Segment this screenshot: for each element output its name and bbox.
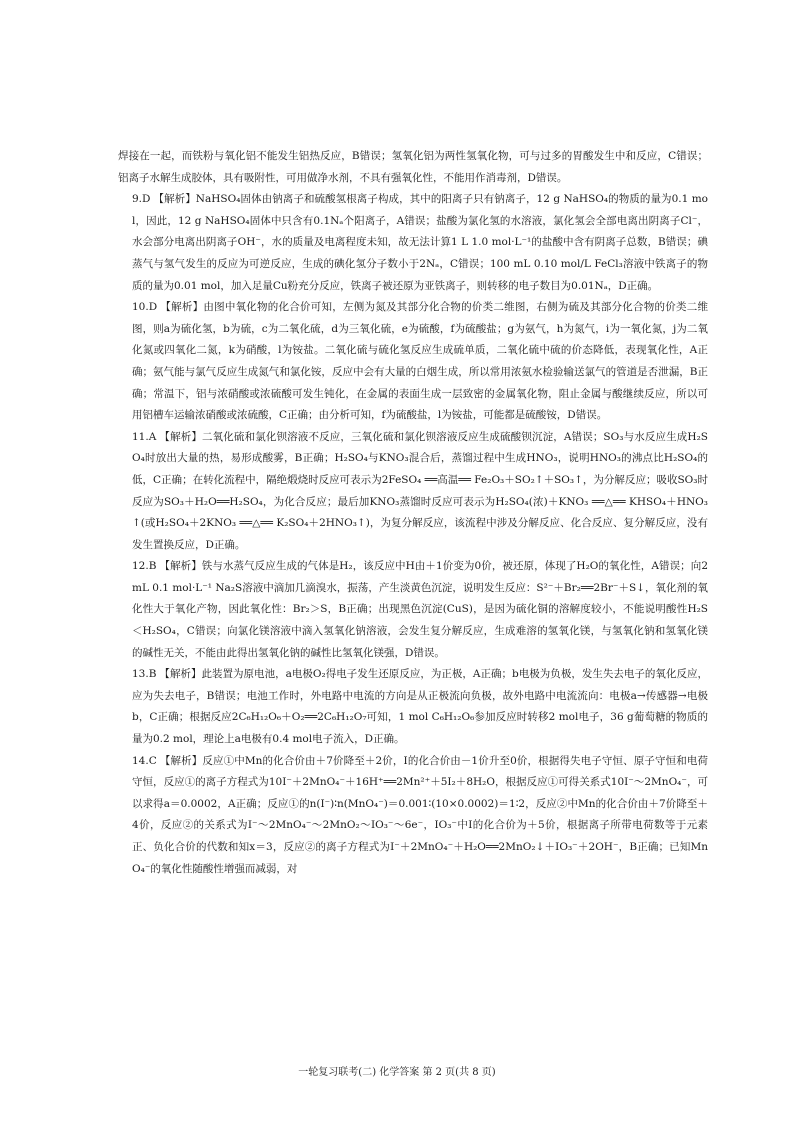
intro-paragraph: 焊接在一起，而铁粉与氧化铝不能发生铝热反应，B错误；氢氧化铝为两性氢氧化物，可与过多的胃酸发生中和反应，C错误；铝离子水解生成胶体，具有吸附性，可用做净水剂，不具有强氧化性，不能用作消毒剂，D错误。 [118, 150, 708, 184]
answer-text: 【解析】NaHSO₄固体由钠离子和硫酸氢根离子构成，其中的阳离子只有钠离子，12 g NaHSO₄的物质的量为0.1 mol，因此，12 g NaHSO₄固体中只含有0.1Nₐ个阳离子，A错误；盐酸为氯化氢的水溶液，氯化氢会全部电离出阴离子Cl⁻，水会部分电离出阴离子OH⁻，水的质量及电离程度未知，故无法计算1 L 1.0 mol·L⁻¹的盐酸中含有阴离子总数，B错误；碘蒸气与氢气发生的反应为可逆反应，生成的碘化氢分子数小于2Nₐ，C错误；100 mL 0.10 mol/L FeCl₃溶液中铁离子的物质的量为0.01 mol，加入足量Cu粉充分反应，铁离子被还原为亚铁离子，则转移的电子数目为0.01Nₐ，D正确。 [132, 193, 708, 292]
answer-number: 14.C [132, 754, 157, 767]
answer-text: 【解析】二氧化硫和氯化钡溶液不反应，三氧化硫和氯化钡溶液反应生成硫酸钡沉淀，A错误；SO₃与水反应生成H₂SO₄时放出大量的热，易形成酸雾，B正确；H₂SO₄与KNO₃混合后，蒸馏过程中生成HNO₃，说明HNO₃的沸点比H₂SO₄的低，C正确；在转化流程中，隔绝煅烧时反应可表示为2FeSO₄ ══高温══ Fe₂O₃＋SO₂↑＋SO₃↑，为分解反应；吸收SO₃时反应为SO₃＋H₂O══H₂SO₄，为化合反应；最后加KNO₃蒸馏时反应可表示为H₂SO₄(浓)＋KNO₃ ══△══ KHSO₄＋HNO₃↑(或H₂SO₄＋2KNO₃ ══△══ K₂SO₄＋2HNO₃↑)，为复分解反应，该流程中涉及分解反应、化合反应、复分解反应，没有发生置换反应，D正确。 [132, 430, 708, 551]
answer-text: 【解析】铁与水蒸气反应生成的气体是H₂，该反应中H由＋1价变为0价，被还原，体现了H₂O的氧化性，A错误；向2 mL 0.1 mol·L⁻¹ Na₂S溶液中滴加几滴溴水，振荡，产生淡黄色沉淀，说明发生反应：S²⁻＋Br₂══2Br⁻＋S↓，氧化剂的氧化性大于氧化产物，因此氧化性：Br₂＞S，B正确；出现黑色沉淀(CuS)，是因为硫化铜的溶解度较小，不能说明酸性H₂S＜H₂SO₄，C错误；向氯化镁溶液中滴入氢氧化钠溶液，会发生复分解反应，生成难溶的氢氧化镁，与氢氧化钠和氢氧化镁的碱性无关，不能由此得出氢氧化钠的碱性比氢氧化镁强，D错误。 [132, 560, 708, 659]
answer-item-11 [118, 427, 708, 557]
answer-item-10 [118, 297, 708, 427]
answer-number: 10.D [132, 301, 158, 314]
answer-number: 13.B [132, 668, 157, 681]
answer-text: 【解析】反应①中Mn的化合价由＋7价降至＋2价，I的化合价由－1价升至0价，根据得失电子守恒、原子守恒和电荷守恒，反应①的离子方程式为10I⁻＋2MnO₄⁻＋16H⁺══2Mn²⁺＋5I₂＋8H₂O，根据反应①可得关系式10I⁻～2MnO₄⁻，可以求得a＝0.0002，A正确；反应①的n(I⁻)∶n(MnO₄⁻)＝0.001∶(10×0.0002)＝1∶2，反应②中Mn的化合价由＋7价降至＋4价，反应②的关系式为I⁻～2MnO₄⁻～2MnO₂～IO₃⁻～6e⁻，IO₃⁻中I的化合价为＋5价，根据离子所带电荷数等于元素正、负化合价的代数和知x＝3，反应②的离子方程式为I⁻＋2MnO₄⁻＋H₂O══2MnO₂↓＋IO₃⁻＋2OH⁻，B正确；已知MnO₄⁻的氧化性随酸性增强而减弱，对 [132, 754, 708, 875]
answer-item-9 [118, 189, 708, 297]
page-footer: 一轮复习联考(二) 化学答案 第 2 页(共 8 页) [298, 1067, 496, 1078]
answer-number: 9.D [132, 193, 151, 206]
answer-item-12 [118, 556, 708, 664]
answer-content [118, 146, 708, 880]
answer-text: 【解析】此装置为原电池，a电极O₂得电子发生还原反应，为正极，A正确；b电极为负极，发生失去电子的氧化反应，应为失去电子，B错误；电池工作时，外电路中电流的方向是从正极流向负极，故外电路中电流流向：电极a→传感器→电极b，C正确；根据反应2C₆H₁₂O₆＋O₂══2C₆H₁₂O₇可知，1 mol C₆H₁₂O₆参加反应时转移2 mol电子，36 g葡萄糖的物质的量为0.2 mol，理论上a电极有0.4 mol电子流入，D正确。 [132, 668, 708, 746]
answer-text: 【解析】由图中氧化物的化合价可知，左侧为氮及其部分化合物的价类二维图，右侧为硫及其部分化合物的价类二维图，则a为硫化氢，b为硫，c为二氧化硫，d为三氧化硫，e为硫酸，f为硫酸盐；g为氨气，h为氮气，i为一氧化氮，j为二氧化氮或四氧化二氮，k为硝酸，l为铵盐。二氧化硫与硫化氢反应生成硫单质，二氧化硫中硫的价态降低，表现氧化性，A正确；氨气能与氯气反应生成氮气和氯化铵，反应中会有大量的白烟生成，所以常用浓氨水检验输送氯气的管道是否泄漏，B正确；常温下，铝与浓硝酸或浓硫酸可发生钝化，在金属的表面生成一层致密的金属氧化物，阻止金属与酸继续反应，所以可用铝槽车运输浓硝酸或浓硫酸，C正确；由分析可知，f为硫酸盐，l为铵盐，可能都是硫酸铵，D错误。 [132, 301, 708, 422]
answer-number: 11.A [132, 430, 157, 443]
answer-item-13 [118, 664, 708, 750]
answer-number: 12.B [132, 560, 157, 573]
answer-item-14 [118, 751, 708, 881]
